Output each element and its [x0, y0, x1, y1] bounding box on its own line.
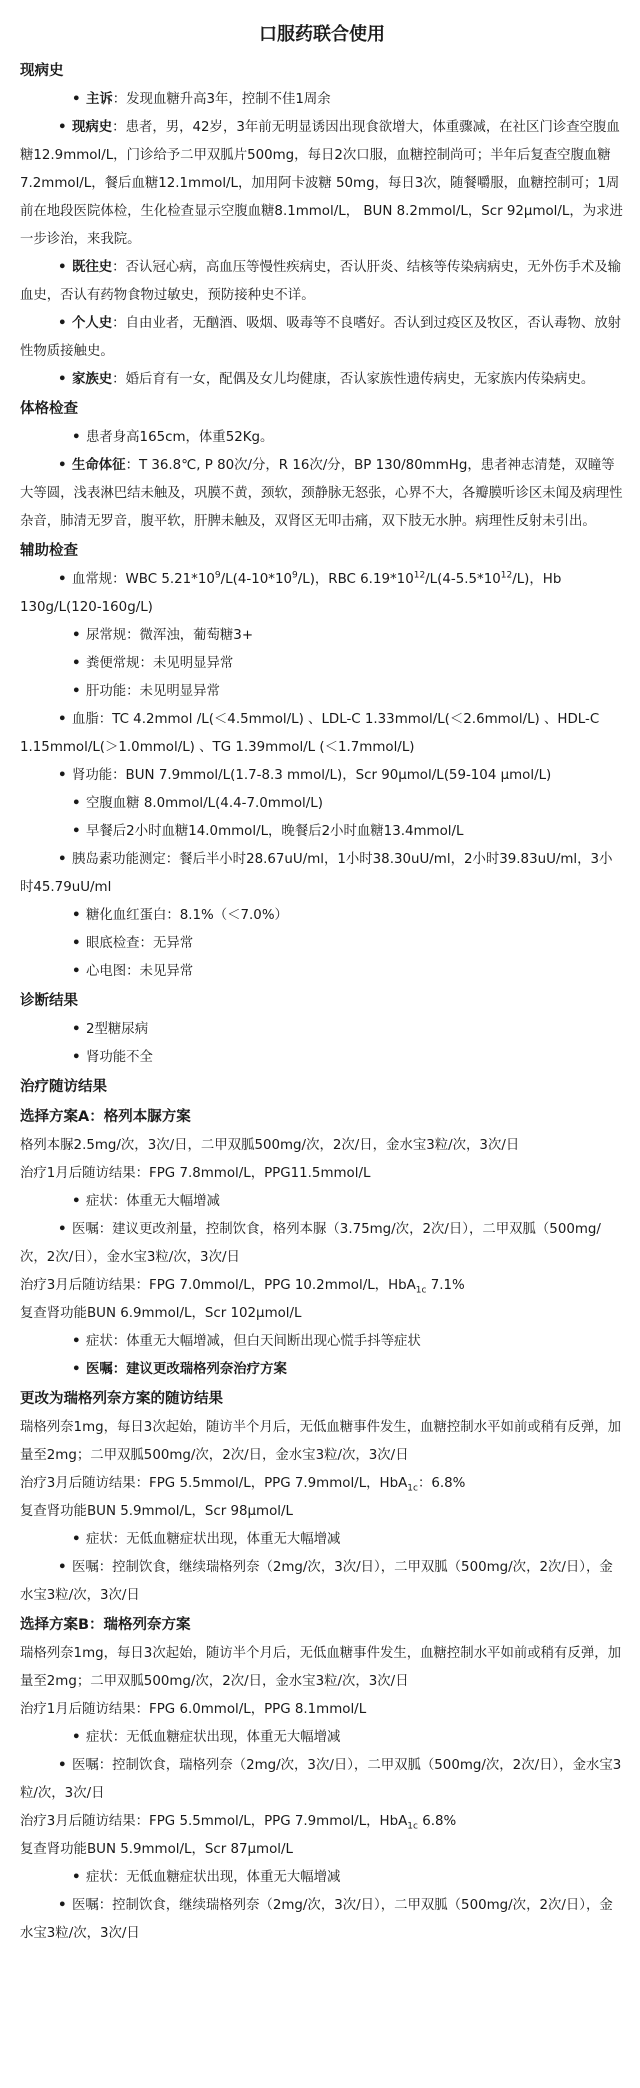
section-heading-aux: 辅助检查	[20, 543, 78, 559]
history-item-family: • 家族史：婚后育有一女，配偶及女儿均健康，否认家族性遗传病史，无家族内传染病史。	[20, 366, 624, 394]
aux-item-fasting-glucose: • 空腹血糖 8.0mmol/L(4.4-7.0mmol/L)	[20, 790, 624, 818]
change-plan-heading: 更改为瑞格列奈方案的随访结果	[20, 1391, 223, 1407]
exam-item-body: • 患者身高165cm，体重52Kg。	[20, 424, 624, 452]
section-heading-history: 现病史	[20, 63, 64, 79]
plan-b-renal-recheck: 复查肾功能BUN 5.9mmol/L，Scr 87μmol/L	[20, 1842, 293, 1857]
history-item-present: • 现病史：患者，男，42岁，3年前无明显诱因出现食欲增大，体重骤减，在社区门诊查空腹血糖12.9mmol/L，门诊给予二甲双胍片500mg，每日2次口服，血糖控制尚可；半年后复查空腹血糖7.2mmol/L，餐后血糖12.1mmol/L，加用阿卡波糖 50mg，每日3次，随餐嚼服，血糖控制可；1周前在地段医院体检，生化检查显示空腹血糖8.1mmol/L， BUN 8.2mmol/L，Scr 92μmol/L，为求进一步诊治，来我院。	[20, 114, 624, 254]
plan-b-regimen: 瑞格列奈1mg，每日3次起始，随访半个月后，无低血糖事件发生，血糖控制水平如前或稍有反弹，加量至2mg；二甲双胍500mg/次，2次/日，金水宝3粒/次，3次/日	[20, 1646, 621, 1689]
plan-b-month3-advice: • 医嘱：控制饮食，继续瑞格列奈（2mg/次，3次/日），二甲双胍（500mg/次，2次/日），金水宝3粒/次，3次/日	[20, 1892, 624, 1948]
section-heading-followup: 治疗随访结果	[20, 1079, 107, 1095]
aux-item-urine: • 尿常规：微浑浊，葡萄糖3+	[20, 622, 624, 650]
item-text: T 36.8℃, P 80次/分，R 16次/分，BP 130/80mmHg，患者神志清楚，双瞳等大等圆，浅表淋巴结未触及，巩膜不黄，颈软，颈静脉无怒张，心界不大，各瓣膜听诊区未闻及病理性杂音，肺清无罗音，腹平软，肝脾未触及，双肾区无叩击痛，双下肢无水肿。病理性反射未引出。	[20, 458, 623, 529]
section-heading-exam: 体格检查	[20, 401, 78, 417]
change-plan-renal-recheck: 复查肾功能BUN 5.9mmol/L，Scr 98μmol/L	[20, 1504, 293, 1519]
aux-item-postprandial-glucose: • 早餐后2小时血糖14.0mmol/L，晚餐后2小时血糖13.4mmol/L	[20, 818, 624, 846]
aux-item-stool: • 粪便常规：未见明显异常	[20, 650, 624, 678]
plan-a-month3-result: 治疗3月后随访结果：FPG 7.0mmol/L，PPG 10.2mmol/L，HbA$_{1c}$ 7.1%	[20, 1278, 465, 1296]
plan-b-month3-result: 治疗3月后随访结果：FPG 5.5mmol/L，PPG 7.9mmol/L，HbA$_{1c}$ 6.8%	[20, 1814, 457, 1832]
plan-a-month3-symptom: • 症状：体重无大幅增减，但白天间断出现心慌手抖等症状	[20, 1328, 624, 1356]
plan-b-month1-list	[20, 1724, 624, 1808]
plan-b-month3-list	[20, 1864, 624, 1948]
plan-a-month1-result: 治疗1月后随访结果：FPG 7.8mmol/L，PPG11.5mmol/L	[20, 1166, 371, 1181]
aux-item-insulin: • 胰岛素功能测定：餐后半小时28.67uU/ml，1小时38.30uU/ml，2小时39.83uU/ml，3小时45.79uU/ml	[20, 846, 624, 902]
aux-item-ecg: • 心电图：未见异常	[20, 958, 624, 986]
section-heading-diagnosis: 诊断结果	[20, 993, 78, 1009]
history-item-past: • 既往史：否认冠心病，高血压等慢性疾病史，否认肝炎、结核等传染病病史，无外伤手术及输血史，否认有药物食物过敏史，预防接种史不详。	[20, 254, 624, 310]
item-label: 现病史	[72, 120, 113, 135]
history-list	[20, 86, 624, 394]
item-text: 婚后育有一女，配偶及女儿均健康，否认家族性遗传病史，无家族内传染病史。	[125, 372, 595, 387]
aux-item-renal: • 肾功能：BUN 7.9mmol/L(1.7-8.3 mmol/L)，Scr 90μmol/L(59-104 μmol/L)	[20, 762, 624, 790]
change-plan-advice: • 医嘱：控制饮食，继续瑞格列奈（2mg/次，3次/日），二甲双胍（500mg/次，2次/日），金水宝3粒/次，3次/日	[20, 1554, 624, 1610]
plan-b-symptom: • 症状：无低血糖症状出现，体重无大幅增减	[20, 1724, 624, 1752]
change-plan-symptom: • 症状：无低血糖症状出现，体重无大幅增减	[20, 1526, 624, 1554]
item-label: 生命体征	[72, 458, 126, 473]
plan-a-month3-list	[20, 1328, 624, 1384]
plan-b-month1-result: 治疗1月后随访结果：FPG 6.0mmol/L，PPG 8.1mmol/L	[20, 1702, 367, 1717]
plan-b-advice: • 医嘱：控制饮食，瑞格列奈（2mg/次，3次/日），二甲双胍（500mg/次，2次/日），金水宝3粒/次，3次/日	[20, 1752, 624, 1808]
plan-a-advice: • 医嘱：建议更改剂量，控制饮食，格列本脲（3.75mg/次，2次/日），二甲双胍（500mg/次，2次/日），金水宝3粒/次，3次/日	[20, 1216, 624, 1272]
plan-a-regimen: 格列本脲2.5mg/次，3次/日，二甲双胍500mg/次，2次/日，金水宝3粒/次，3次/日	[20, 1138, 520, 1153]
aux-item-hba1c: • 糖化血红蛋白：8.1%（＜7.0%）	[20, 902, 624, 930]
item-text: 自由业者，无酗酒、吸烟、吸毒等不良嗜好。否认到过疫区及牧区，否认毒物、放射性物质接触史。	[20, 316, 622, 359]
item-label: 既往史	[72, 260, 113, 275]
item-text: 否认冠心病，高血压等慢性疾病史，否认肝炎、结核等传染病病史，无外伤手术及输血史，否认有药物食物过敏史，预防接种史不详。	[20, 260, 622, 303]
item-label: 主诉	[86, 92, 113, 107]
aux-item-blood-routine: • 血常规：WBC $5.21*10^9/L(4-10*10^9/L)$，RBC $6.19*10^{12}/L(4-5.5*10^{12}/L)$，Hb 130g/L(120-160g/L)	[20, 566, 624, 622]
diagnosis-list	[20, 1016, 624, 1072]
exam-item-vitals: • 生命体征：T 36.8℃, P 80次/分，R 16次/分，BP 130/80mmHg，患者神志清楚，双瞳等大等圆，浅表淋巴结未触及，巩膜不黄，颈软，颈静脉无怒张，心界不大，各瓣膜听诊区未闻及病理性杂音，肺清无罗音，腹平软，肝脾未触及，双肾区无叩击痛，双下肢无水肿。病理性反射未引出。	[20, 452, 624, 536]
plan-b-heading: 选择方案B：瑞格列奈方案	[20, 1617, 191, 1633]
diagnosis-item: • 2型糖尿病	[20, 1016, 624, 1044]
item-text: 患者，男，42岁，3年前无明显诱因出现食欲增大，体重骤减，在社区门诊查空腹血糖12.9mmol/L，门诊给予二甲双胍片500mg，每日2次口服，血糖控制尚可；半年后复查空腹血糖7.2mmol/L，餐后血糖12.1mmol/L，加用阿卡波糖 50mg，每日3次，随餐嚼服，血糖控制可；1周前在地段医院体检，生化检查显示空腹血糖8.1mmol/L， BUN 8.2mmol/L，Scr 92μmol/L，为求进一步诊治，来我院。	[20, 120, 623, 247]
page-title: 口服药联合使用	[259, 24, 385, 45]
plan-a-month3-advice: • 医嘱：建议更改瑞格列奈治疗方案	[20, 1356, 624, 1384]
aux-item-fundus: • 眼底检查：无异常	[20, 930, 624, 958]
plan-a-month1-list	[20, 1188, 624, 1272]
plan-b-month3-symptom: • 症状：无低血糖症状出现，体重无大幅增减	[20, 1864, 624, 1892]
plan-a-renal-recheck: 复查肾功能BUN 6.9mmol/L，Scr 102μmol/L	[20, 1306, 302, 1321]
plan-a-symptom: • 症状：体重无大幅增减	[20, 1188, 624, 1216]
change-plan-regimen: 瑞格列奈1mg，每日3次起始，随访半个月后，无低血糖事件发生，血糖控制水平如前或稍有反弹，加量至2mg；二甲双胍500mg/次，2次/日，金水宝3粒/次，3次/日	[20, 1420, 621, 1463]
change-plan-list	[20, 1526, 624, 1610]
exam-list	[20, 424, 624, 536]
item-label: 家族史	[72, 372, 113, 387]
history-item-personal: • 个人史：自由业者，无酗酒、吸烟、吸毒等不良嗜好。否认到过疫区及牧区，否认毒物、放射性物质接触史。	[20, 310, 624, 366]
aux-list	[20, 566, 624, 986]
diagnosis-item: • 肾功能不全	[20, 1044, 624, 1072]
item-text: 发现血糖升高3年，控制不佳1周余	[126, 92, 331, 107]
aux-item-liver: • 肝功能：未见明显异常	[20, 678, 624, 706]
plan-a-heading: 选择方案A：格列本脲方案	[20, 1109, 191, 1125]
history-item-complaint: • 主诉：发现血糖升高3年，控制不佳1周余	[20, 86, 624, 114]
change-plan-month3-result: 治疗3月后随访结果：FPG 5.5mmol/L，PPG 7.9mmol/L，HbA$_{1c}$：6.8%	[20, 1476, 466, 1494]
aux-item-lipids: • 血脂：TC 4.2mmol /L(＜4.5mmol/L) 、LDL-C 1.33mmol/L(＜2.6mmol/L) 、HDL-C 1.15mmol/L(＞1.0mmol/L) 、TG 1.39mmol/L (＜1.7mmol/L)	[20, 706, 624, 762]
item-label: 个人史	[72, 316, 113, 331]
